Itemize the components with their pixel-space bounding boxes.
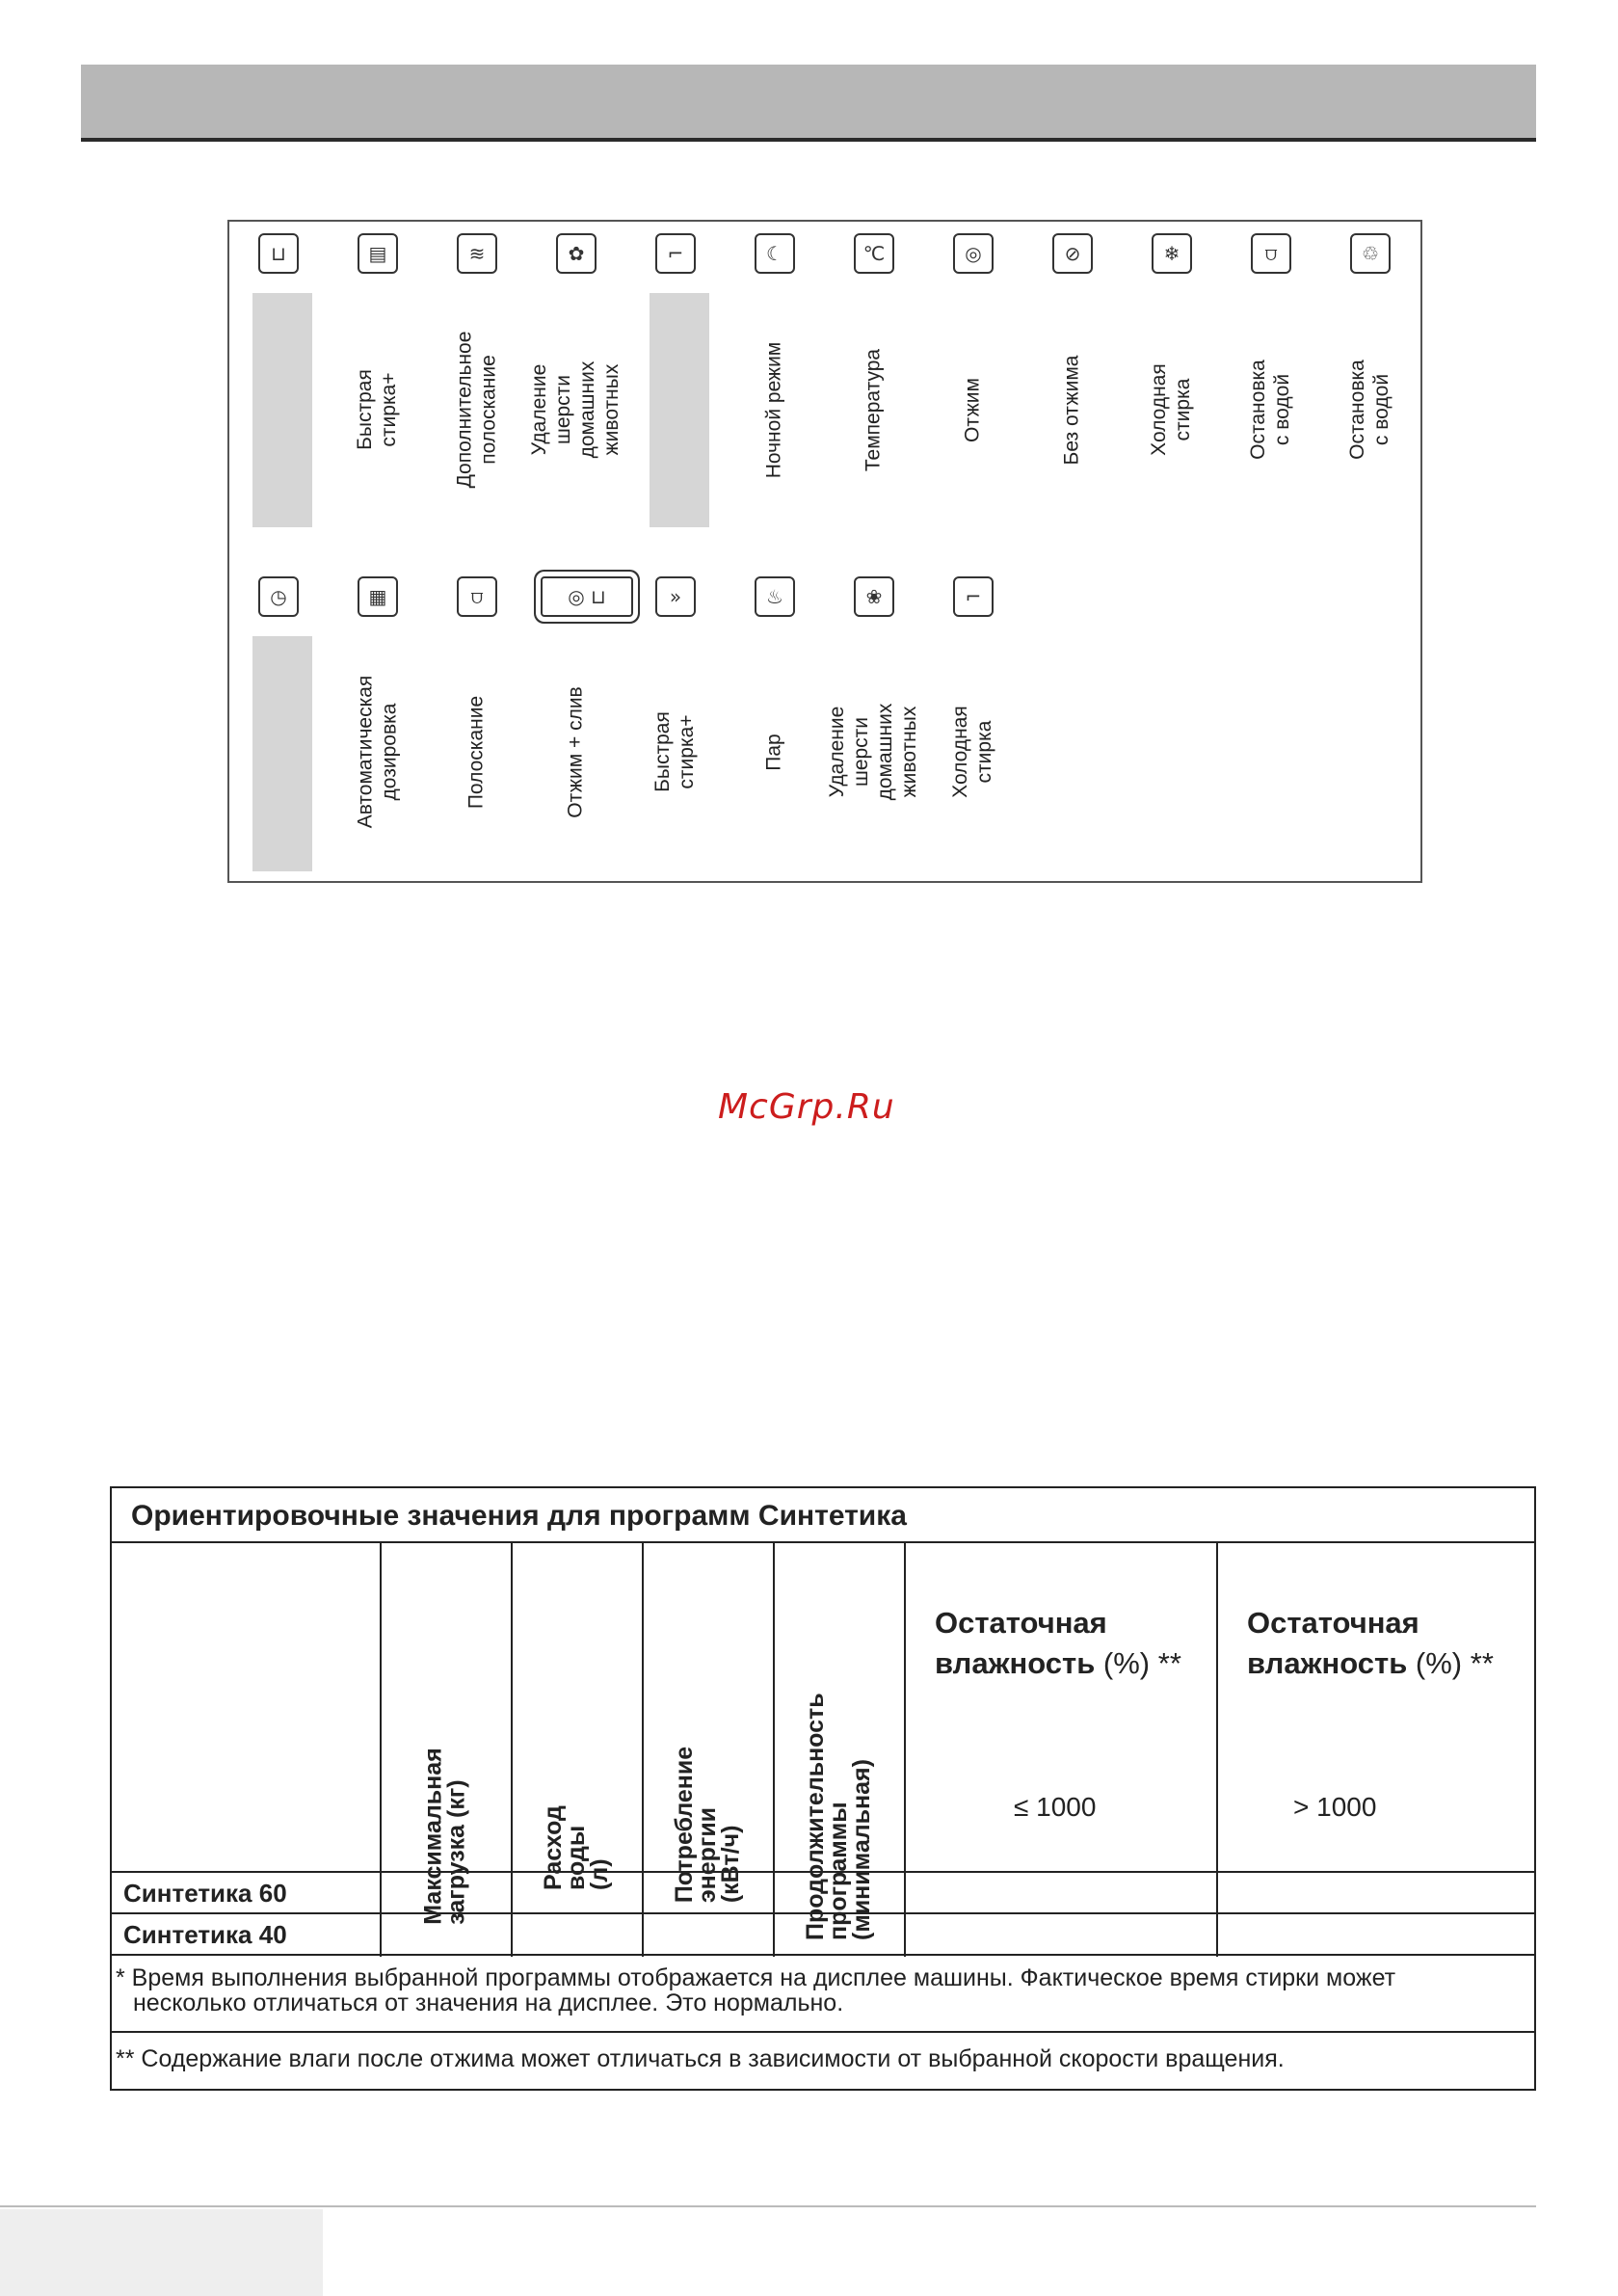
table-note-2: ** Содержание влаги после отжима может отличаться в зависимости от выбранной скорости вращения. xyxy=(116,2045,1285,2072)
symbol-label: Автоматическая дозировка xyxy=(354,675,400,829)
symbol-label: Остановка с водой xyxy=(1247,360,1293,460)
header-moisture-high: Остаточная влажность (%) ** > 1000 xyxy=(1247,1606,1494,1822)
symbol-item xyxy=(527,222,623,549)
symbol-label: Отжим + слив xyxy=(564,685,587,818)
rinse-hold-alt-icon: ♲ xyxy=(1350,233,1391,274)
symbol-label: Быстрая стирка+ xyxy=(354,369,400,450)
steam-icon: ♨ xyxy=(755,576,795,617)
delay-end-icon: ◷ xyxy=(258,576,299,617)
symbol-label: Остановка с водой xyxy=(1346,360,1393,460)
header-band xyxy=(81,65,1536,142)
symbol-placeholder xyxy=(650,293,709,527)
watermark: McGrp.Ru xyxy=(718,1087,895,1127)
quick-wash-plus-icon: ▤ xyxy=(358,233,398,274)
night-mode-icon: ☾ xyxy=(755,233,795,274)
symbol-item xyxy=(1321,222,1418,549)
temperature-icon: ℃ xyxy=(854,233,894,274)
footer-divider xyxy=(0,2205,1536,2207)
symbol-label: Быстрая стирка+ xyxy=(651,711,698,792)
symbol-row-2 xyxy=(229,565,1420,885)
table-row: Синтетика 60 xyxy=(112,1873,1534,1914)
symbol-label: Ночной режим xyxy=(762,341,785,478)
program-values-table xyxy=(110,1486,1536,2091)
timer-start-icon: ⊔ xyxy=(258,233,299,274)
header-max-load: Максимальная загрузка (кг) xyxy=(420,1748,470,1925)
symbol-label: Удаление шерсти домашних животных xyxy=(826,703,920,801)
symbol-panel xyxy=(227,220,1422,883)
spin-drain-icon: ◎ ⊔ xyxy=(541,576,633,617)
header-energy-use: Потребление энергии (кВт/ч) xyxy=(671,1746,745,1904)
symbol-label: Температура xyxy=(862,348,885,471)
footer-page-box xyxy=(0,2209,323,2296)
no-spin-icon: ⊘ xyxy=(1052,233,1093,274)
symbol-placeholder xyxy=(252,636,312,871)
header-water-use: Расход воды (л) xyxy=(540,1805,613,1890)
symbol-label: Удаление шерсти домашних животных xyxy=(528,360,623,459)
header-duration: Продолжительность программы (минимальная) xyxy=(802,1693,875,1940)
header-moisture-low: Остаточная влажность (%) ** ≤ 1000 xyxy=(935,1606,1181,1822)
pet-hair-removal-icon: ✿ xyxy=(556,233,597,274)
cold-wash-icon: ❄ xyxy=(1152,233,1192,274)
symbol-label: Отжим xyxy=(961,377,984,442)
table-title: Ориентировочные значения для программ Синтетика xyxy=(112,1488,1534,1543)
symbol-row-1 xyxy=(229,222,1420,549)
extra-rinse-icon: ≋ xyxy=(457,233,497,274)
symbol-placeholder xyxy=(252,293,312,527)
symbol-item xyxy=(924,565,1021,885)
symbol-label: Холодная стирка xyxy=(949,706,995,798)
symbol-label: Холодная стирка xyxy=(1148,363,1194,456)
table-row: Синтетика 40 xyxy=(112,1914,1534,1956)
cold-wash-tap-icon: ⌐ xyxy=(953,576,994,617)
symbol-label: Полоскание xyxy=(464,695,488,809)
quick-wash-plus-icon: » xyxy=(655,576,696,617)
prewash-icon: ⌐ xyxy=(655,233,696,274)
symbol-label: Без отжима xyxy=(1060,355,1083,465)
spin-icon: ◎ xyxy=(953,233,994,274)
auto-dosing-icon: ▦ xyxy=(358,576,398,617)
pet-hair-removal-icon: ❀ xyxy=(854,576,894,617)
symbol-label: Дополнительное полоскание xyxy=(453,331,500,489)
rinse-icon: ⩌ xyxy=(457,576,497,617)
symbol-label: Пар xyxy=(762,733,785,771)
rinse-hold-icon: ⩌ xyxy=(1251,233,1291,274)
table-note-1: * Время выполнения выбранной программы отображается на дисплее машины. Фактическое время стирки может несколько отличаться от значения на дисплее. Это нормально. xyxy=(112,1960,1534,2033)
